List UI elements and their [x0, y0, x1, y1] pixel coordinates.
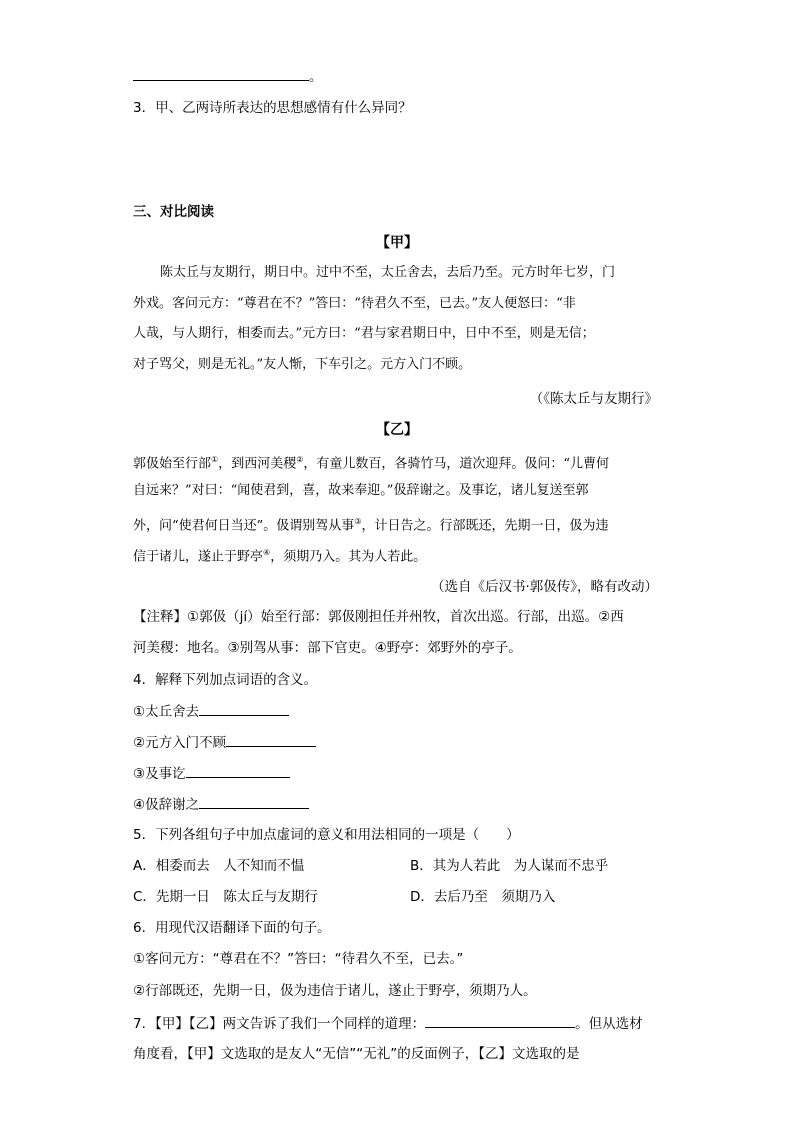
q6-sentence: ①客问元方：“尊君在不？”答曰：“待君久不至，已去。”: [133, 951, 464, 967]
passage-yi-line: 信于诸儿，遂止于野亭④，须期乃入。其为人若此。: [133, 548, 427, 565]
question-5: 5．下列各组句子中加点虚词的意义和用法相同的一项是（ ）: [133, 827, 520, 843]
passage-jia-line: 陈太丘与友期行，期日中。过中不至，太丘舍去，去后乃至。元方时年七岁，门: [160, 265, 616, 280]
q4-item: ②元方入门不顾: [133, 732, 316, 753]
answer-blank[interactable]: [425, 1013, 575, 1028]
answer-blank[interactable]: [186, 763, 290, 778]
q5-option-c[interactable]: C．先期一日 陈太丘与友期行: [133, 889, 318, 905]
answer-blank[interactable]: [226, 732, 316, 747]
passage-jia-source: （《陈太丘与友期行》: [529, 391, 658, 407]
answer-blank[interactable]: [199, 701, 289, 716]
question-7: 7．【甲】【乙】两文告诉了我们一个同样的道理： 。但从选材: [133, 1013, 643, 1034]
footnote-mark: ③: [354, 517, 362, 526]
passage-yi-line: 自远来？”对曰：“闻使君到，喜，故来奉迎。”伋辞谢之。及事讫，诸儿复送至郭: [133, 483, 589, 498]
passage-yi-line: 外，问“使君何日当还”。伋谓别驾从事③，计日告之。行部既还，先期一日，伋为违: [133, 517, 609, 534]
passage-jia-title: 【甲】: [376, 235, 418, 251]
q5-option-a[interactable]: A．相委而去 人不知而不愠: [133, 858, 305, 874]
q4-item: ①太丘舍去: [133, 701, 289, 722]
q5-option-b[interactable]: B．其为人若此 为人谋而不忠乎: [410, 858, 609, 874]
section-title: 三、对比阅读: [133, 204, 214, 220]
passage-jia-line: 人哉，与人期行，相委而去。”元方曰：“君与家君期日中，日中不至，则是无信；: [133, 326, 595, 341]
q4-item: ④伋辞谢之: [133, 794, 309, 815]
footnote-mark: ②: [296, 455, 304, 464]
passage-jia-line: 对子骂父，则是无礼。”友人惭，下车引之。元方入门不顾。: [133, 357, 472, 372]
passage-yi-source: （选自《后汉书·郭伋传》，略有改动）: [430, 579, 658, 595]
question-6: 6．用现代汉语翻译下面的句子。: [133, 920, 331, 936]
question-7-cont: 角度看，【甲】文选取的是友人“无信”“无礼”的反面例子，【乙】文选取的是: [133, 1046, 580, 1062]
footnote-mark: ④: [263, 548, 271, 557]
q6-sentence: ②行部既还，先期一日，伋为违信于诸儿，遂止于野亭，须期乃人。: [133, 983, 537, 999]
notes-line: 【注释】①郭伋（jí）始至行部：郭伋刚担任并州牧，首次出巡。行部，出巡。②西: [133, 609, 624, 625]
q5-option-d[interactable]: D．去后乃至 须期乃入: [410, 889, 556, 905]
q4-item: ③及事讫: [133, 763, 290, 784]
notes-line: 河美稷：地名。③别驾从事：部下官吏。④野亭：郊野外的亭子。: [133, 640, 522, 656]
question-3: 3．甲、乙两诗所表达的思想感情有什么异同？: [133, 100, 412, 116]
answer-blank[interactable]: [133, 66, 309, 81]
answer-blank[interactable]: [199, 794, 309, 809]
passage-jia-line: 外戏。客问元方：“尊君在不？”答曰：“待君久不至，已去。”友人便怒曰：“非: [133, 296, 576, 311]
question-4: 4．解释下列加点词语的含义。: [133, 672, 318, 688]
passage-yi-line: 郭伋始至行部①，到西河美稷②，有童儿数百，各骑竹马，道次迎拜。伋问：“儿曹何: [133, 455, 610, 472]
answer-line-top: 。: [133, 66, 323, 87]
passage-yi-title: 【乙】: [376, 422, 418, 438]
footnote-mark: ①: [211, 455, 219, 464]
